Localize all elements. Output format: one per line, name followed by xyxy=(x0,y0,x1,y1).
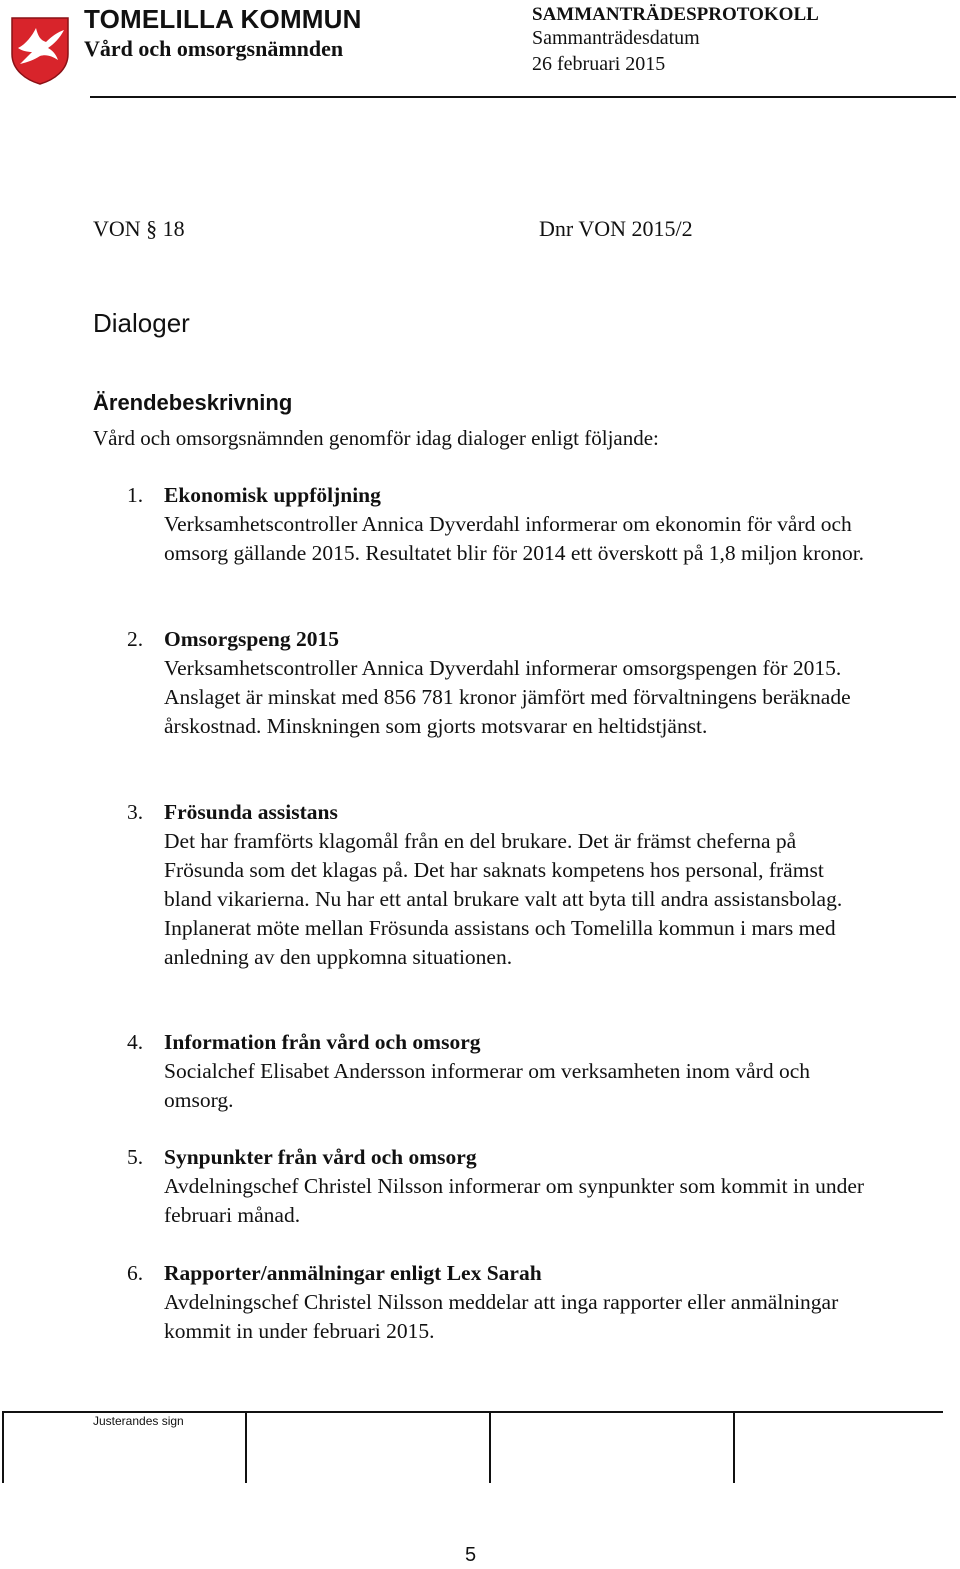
list-item xyxy=(127,1259,867,1346)
list-item-text: Avdelningschef Christel Nilsson meddelar att inga rapporter eller anmälningar kommit in under februari 2015. xyxy=(164,1290,839,1343)
list-item-text: Verksamhetscontroller Annica Dyverdahl informerar om ekonomin för vård och omsorg gällande 2015. Resultatet blir för 2014 ett överskott på 1,8 miljon kronor. xyxy=(164,512,865,565)
list-item-title: Synpunkter från vård och omsorg xyxy=(164,1145,477,1169)
coat-of-arms-icon xyxy=(8,14,72,86)
signature-cell xyxy=(733,1413,735,1483)
list-item-number: 2. xyxy=(127,627,144,651)
page-number: 5 xyxy=(465,1544,477,1566)
list-item-text: Avdelningschef Christel Nilsson informerar om synpunkter som kommit in under februari månad. xyxy=(164,1174,865,1227)
list-item-title: Ekonomisk uppföljning xyxy=(164,483,381,507)
signature-cell xyxy=(489,1413,491,1483)
page-title: Dialoger xyxy=(93,308,190,338)
list-item-number: 4. xyxy=(127,1030,144,1054)
meeting-date-value: 26 februari 2015 xyxy=(532,53,666,75)
list-item-number: 1. xyxy=(127,483,144,507)
intro-text: Vård och omsorgsnämnden genomför idag dialoger enligt följande: xyxy=(93,426,659,450)
meeting-date-label: Sammanträdesdatum xyxy=(532,27,700,49)
header-divider xyxy=(90,96,956,98)
list-item xyxy=(127,625,867,741)
list-item-number: 5. xyxy=(127,1145,144,1169)
list-item-title: Rapporter/anmälningar enligt Lex Sarah xyxy=(164,1261,542,1285)
list-item-number: 6. xyxy=(127,1261,144,1285)
signature-label: Justerandes sign xyxy=(93,1414,184,1428)
list-item-text: Socialchef Elisabet Andersson informerar om verksamheten inom vård och omsorg. xyxy=(164,1059,810,1112)
list-item-text: Det har framförts klagomål från en del brukare. Det är främst cheferna på Frösunda som det klagas på. Det har saknats kompetens hos personal, främst bland vikarierna. Nu har ett antal brukare valt att byta till andra assistansbolag. Inplanerat möte mellan Frösunda assistans och Tomelilla kommun i mars med anledning av den uppkomna situationen. xyxy=(164,829,843,969)
list-item xyxy=(127,1143,867,1230)
description-heading: Ärendebeskrivning xyxy=(93,390,293,415)
list-item xyxy=(127,798,867,972)
document-type: SAMMANTRÄDESPROTOKOLL xyxy=(532,4,819,25)
list-item xyxy=(127,1028,867,1115)
list-item-title: Frösunda assistans xyxy=(164,800,338,824)
list-item-text: Verksamhetscontroller Annica Dyverdahl informerar omsorgspengen för 2015. Anslaget är minskat med 856 781 kronor jämfört med förvaltningens beräknade årskostnad. Minskningen som gjorts motsvarar en heltidstjänst. xyxy=(164,656,851,738)
paragraph-reference: VON § 18 xyxy=(93,216,185,241)
case-number: Dnr VON 2015/2 xyxy=(539,216,693,241)
board-name: Vård och omsorgsnämnden xyxy=(84,36,344,61)
list-item-title: Information från vård och omsorg xyxy=(164,1030,481,1054)
signature-cell xyxy=(2,1413,4,1483)
list-item-number: 3. xyxy=(127,800,144,824)
signature-cell xyxy=(245,1413,247,1483)
list-item xyxy=(127,481,867,568)
list-item-title: Omsorgspeng 2015 xyxy=(164,627,339,651)
org-name: TOMELILLA KOMMUN xyxy=(84,4,362,34)
